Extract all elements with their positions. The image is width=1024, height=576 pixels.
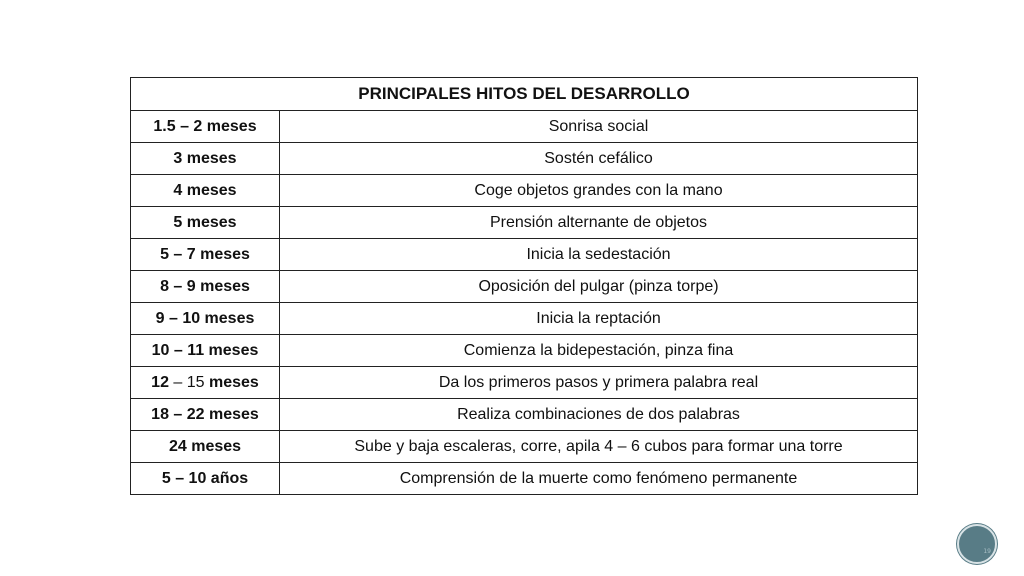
milestone-cell: Comprensión de la muerte como fenómeno permanente [280, 463, 918, 495]
milestone-cell: Coge objetos grandes con la mano [280, 175, 918, 207]
age-unit: meses [209, 373, 259, 391]
age-cell: 18 – 22 meses [131, 399, 280, 431]
milestone-cell: Sonrisa social [280, 111, 918, 143]
table-row [131, 111, 918, 143]
milestone-cell: Comienza la bidepestación, pinza fina [280, 335, 918, 367]
age-cell: 3 meses [131, 143, 280, 175]
table-row [131, 271, 918, 303]
table-row [131, 431, 918, 463]
table-row [131, 143, 918, 175]
table-row [131, 239, 918, 271]
table-row [131, 303, 918, 335]
slide-number-badge [957, 524, 997, 564]
age-cell: 1.5 – 2 meses [131, 111, 280, 143]
milestones-table [130, 77, 918, 495]
age-range-separator: – 15 [168, 373, 209, 391]
milestone-cell: Inicia la reptación [280, 303, 918, 335]
age-cell [131, 367, 280, 399]
table-row [131, 207, 918, 239]
milestone-cell: Sostén cefálico [280, 143, 918, 175]
table-row [131, 175, 918, 207]
age-cell: 10 – 11 meses [131, 335, 280, 367]
table-row [131, 399, 918, 431]
age-cell: 24 meses [131, 431, 280, 463]
table-row [131, 463, 918, 495]
age-cell: 5 – 7 meses [131, 239, 280, 271]
milestone-cell: Sube y baja escaleras, corre, apila 4 – 6 cubos para formar una torre [280, 431, 918, 463]
age-cell: 5 – 10 años [131, 463, 280, 495]
age-cell: 9 – 10 meses [131, 303, 280, 335]
table-title: PRINCIPALES HITOS DEL DESARROLLO [131, 78, 918, 111]
milestone-cell: Da los primeros pasos y primera palabra real [280, 367, 918, 399]
age-cell: 4 meses [131, 175, 280, 207]
age-cell: 5 meses [131, 207, 280, 239]
age-start: 12 [151, 373, 169, 391]
slide-number: 19 [983, 548, 991, 555]
age-cell: 8 – 9 meses [131, 271, 280, 303]
milestone-cell: Realiza combinaciones de dos palabras [280, 399, 918, 431]
milestone-cell: Inicia la sedestación [280, 239, 918, 271]
table-row [131, 367, 918, 399]
milestone-cell: Oposición del pulgar (pinza torpe) [280, 271, 918, 303]
table-row [131, 335, 918, 367]
table-header-row [131, 78, 918, 111]
milestone-cell: Prensión alternante de objetos [280, 207, 918, 239]
